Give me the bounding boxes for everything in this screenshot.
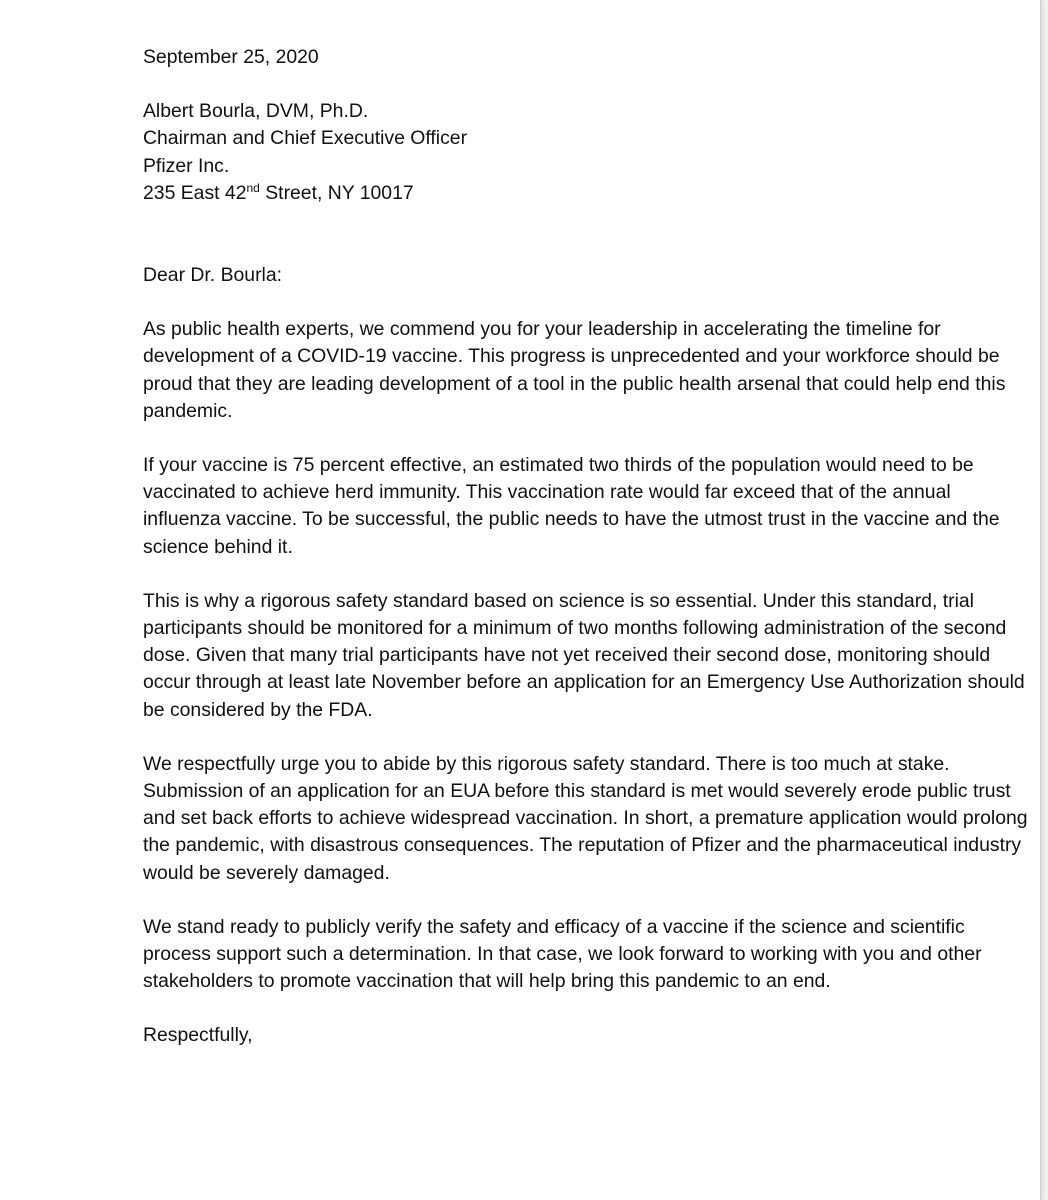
ordinal-suffix: nd <box>246 180 260 195</box>
letter-body <box>143 44 1028 1050</box>
salutation: Dear Dr. Bourla: <box>143 264 283 287</box>
recipient-address-block <box>143 98 1028 207</box>
recipient-title: Chairman and Chief Executive Officer <box>143 127 468 150</box>
paragraph-3: This is why a rigorous safety standard based on science is so essential. Under this standard, trial participants should be monitored for a minimum of two months following administration of the second dose. Given that many trial participants have not yet received their second dose, monitoring should occur through at least late November before an application for an Emergency Use Authorization should be considered by the FDA. <box>143 589 1025 721</box>
paragraph-1: As public health experts, we commend you for your leadership in accelerating the timeline for development of a COVID-19 vaccine. This progress is unprecedented and your workforce should be proud that they are leading development of a tool in the public health arsenal that could help end this pandemic. <box>143 318 1006 422</box>
paragraph-5: We stand ready to publicly verify the safety and efficacy of a vaccine if the science and scientific process support such a determination. In that case, we look forward to working with you and other stakeholders to promote vaccination that will help bring this pandemic to an end. <box>143 915 982 993</box>
closing: Respectfully, <box>143 1024 253 1047</box>
letter-date: September 25, 2020 <box>143 46 319 68</box>
paragraph-2: If your vaccine is 75 percent effective, an estimated two thirds of the population would need to be vaccinated to achieve herd immunity. This vaccination rate would far exceed that of the annual influenza vaccine. To be successful, the public needs to have the utmost trust in the vaccine and the science behind it. <box>143 454 1000 558</box>
recipient-name: Albert Bourla, DVM, Ph.D. <box>143 100 369 123</box>
street-city-zip: Street, NY 10017 <box>259 181 414 204</box>
recipient-company: Pfizer Inc. <box>143 154 230 177</box>
street-number: 235 East 42 <box>143 181 247 204</box>
recipient-street-address <box>143 180 1028 207</box>
paragraph-4: We respectfully urge you to abide by this rigorous safety standard. There is too much at stake. Submission of an application for an EUA before this standard is met would severely erode public trust and set back efforts to achieve widespread vaccination. In short, a premature application would prolong the pandemic, with disastrous consequences. The reputation of Pfizer and the pharmaceutical industry would be severely damaged. <box>143 752 1028 884</box>
